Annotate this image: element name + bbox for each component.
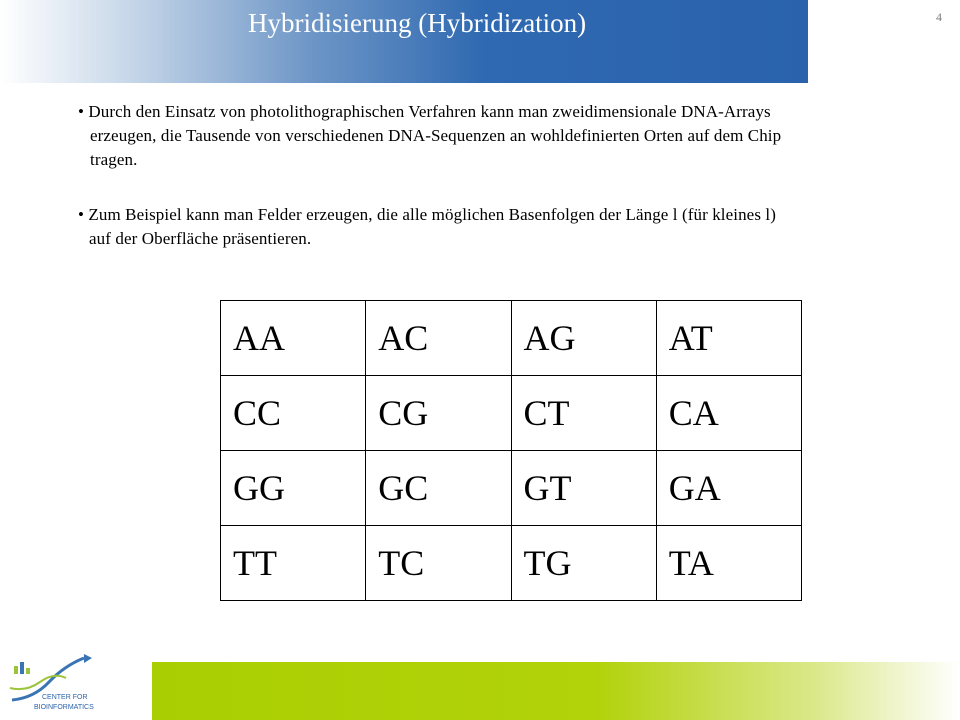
- bullet-2-line-2: auf der Oberfläche präsentieren.: [89, 229, 312, 248]
- logo-text-line-2: BIOINFORMATICS: [34, 704, 94, 711]
- table-row: [221, 301, 802, 376]
- table-cell: GA: [656, 451, 801, 526]
- bullet-1-line-1: Durch den Einsatz von photolithographischen Verfahren kann man zweidimensionale DNA-Arrays: [88, 102, 771, 121]
- table-row: [221, 451, 802, 526]
- bullet-example: • Zum Beispiel kann man Felder erzeugen, die alle möglichen Basenfolgen der Länge l (für kleines l) auf der Oberfläche präsentieren.: [78, 203, 958, 251]
- table-row: [221, 376, 802, 451]
- bullet-1-line-2: erzeugen, die Tausende von verschiedenen DNA-Sequenzen an wohldefinierten Orten auf dem Chip: [90, 126, 782, 145]
- table-cell: AG: [511, 301, 656, 376]
- table-cell: CG: [366, 376, 511, 451]
- center-for-bioinformatics-logo: [4, 652, 114, 720]
- table-cell: GC: [366, 451, 511, 526]
- table-cell: AT: [656, 301, 801, 376]
- table-cell: TA: [656, 526, 801, 601]
- table-cell: CT: [511, 376, 656, 451]
- table-cell: TC: [366, 526, 511, 601]
- title-bar: [0, 0, 808, 83]
- table-cell: CA: [656, 376, 801, 451]
- bullet-2-line-1: Zum Beispiel kann man Felder erzeugen, die alle möglichen Basenfolgen der Länge l (für kleines l): [88, 205, 776, 224]
- bullet-photolithography: • Durch den Einsatz von photolithographischen Verfahren kann man zweidimensionale DNA-Arrays erzeugen, die Tausende von verschiedenen DNA-Sequenzen an wohldefinierten Orten auf dem Chip tragen.: [78, 100, 958, 172]
- slide-title: Hybridisierung (Hybridization): [248, 8, 587, 38]
- table-row: [221, 526, 802, 601]
- dinucleotide-table: [220, 300, 802, 601]
- table-cell: TG: [511, 526, 656, 601]
- table-cell: AC: [366, 301, 511, 376]
- table-cell: CC: [221, 376, 366, 451]
- table-cell: TT: [221, 526, 366, 601]
- table-cell: GG: [221, 451, 366, 526]
- footer-band: [152, 662, 960, 720]
- page-number: 4: [936, 10, 942, 24]
- table-cell: AA: [221, 301, 366, 376]
- table-cell: GT: [511, 451, 656, 526]
- bullet-1-line-3: tragen.: [90, 150, 138, 169]
- logo-text-line-1: CENTER FOR: [42, 694, 88, 701]
